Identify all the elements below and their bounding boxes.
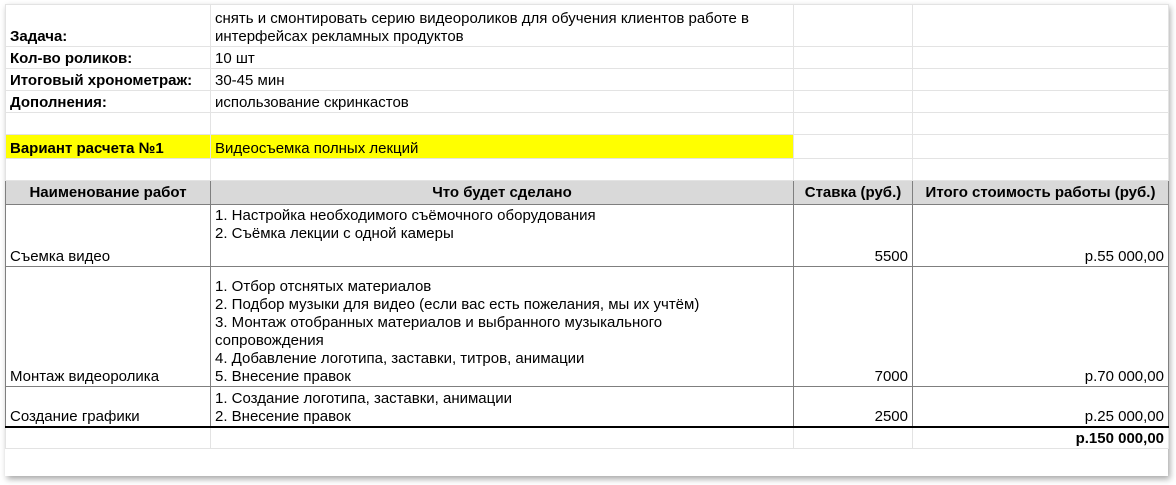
row-name[interactable]: Монтаж видеоролика (6, 267, 211, 387)
empty-cell[interactable] (794, 113, 913, 135)
empty-cell[interactable] (211, 159, 794, 181)
empty-cell[interactable] (913, 113, 1169, 135)
empty-cell[interactable] (794, 159, 913, 181)
empty-cell[interactable] (913, 159, 1169, 181)
row-total[interactable]: р.25 000,00 (913, 387, 1169, 427)
empty-cell[interactable] (794, 5, 913, 47)
row-item: 1. Создание логотипа, заставки, анимации (215, 389, 512, 407)
grand-total[interactable]: р.150 000,00 (913, 427, 1169, 449)
empty-cell[interactable] (6, 113, 211, 135)
row-items[interactable] (211, 387, 794, 427)
empty-cell[interactable] (794, 135, 913, 159)
empty-cell[interactable] (6, 427, 211, 449)
extras-value[interactable]: использование скринкастов (211, 91, 794, 113)
empty-cell[interactable] (913, 91, 1169, 113)
row-items[interactable] (211, 205, 794, 267)
row-total[interactable]: р.55 000,00 (913, 205, 1169, 267)
empty-cell[interactable] (913, 5, 1169, 47)
row-item: 2. Внесение правок (215, 407, 351, 425)
header-total[interactable]: Итого стоимость работы (руб.) (913, 181, 1169, 205)
empty-cell[interactable] (794, 47, 913, 69)
row-item: 1. Отбор отснятых материалов (215, 278, 432, 295)
row-total[interactable]: р.70 000,00 (913, 267, 1169, 387)
row-rate[interactable]: 2500 (794, 387, 913, 427)
spreadsheet (5, 4, 1168, 476)
empty-cell[interactable] (211, 427, 794, 449)
empty-cell[interactable] (913, 47, 1169, 69)
row-name[interactable]: Создание графики (6, 387, 211, 427)
empty-cell[interactable] (913, 69, 1169, 91)
row-name[interactable]: Съемка видео (6, 205, 211, 267)
estimate-table (5, 4, 1169, 449)
header-rate[interactable]: Ставка (руб.) (794, 181, 913, 205)
duration-label[interactable]: Итоговый хронометраж: (6, 69, 211, 91)
count-value[interactable]: 10 шт (211, 47, 794, 69)
variant-value[interactable]: Видеосъемка полных лекций (211, 135, 794, 159)
task-value-line-1: снять и смонтировать серию видеороликов для обучения клиентов работе в (215, 10, 749, 27)
row-item: 2. Подбор музыки для видео (если вас есть пожелания, мы их учтём) (215, 296, 700, 313)
count-label[interactable]: Кол-во роликов: (6, 47, 211, 69)
variant-label[interactable]: Вариант расчета №1 (6, 135, 211, 159)
row-item: 1. Настройка необходимого съёмочного оборудования (215, 207, 596, 224)
header-what[interactable]: Что будет сделано (211, 181, 794, 205)
task-label[interactable]: Задача: (6, 5, 211, 47)
row-item: 4. Добавление логотипа, заставки, титров, анимации (215, 350, 585, 367)
row-item: 3. Монтаж отобранных материалов и выбранного музыкального (215, 314, 663, 331)
row-item: сопровождения (215, 332, 324, 349)
empty-cell[interactable] (211, 113, 794, 135)
row-items[interactable] (211, 267, 794, 387)
task-value-line-2: интерфейсах рекламных продуктов (215, 28, 464, 45)
row-rate[interactable]: 7000 (794, 267, 913, 387)
header-name[interactable]: Наименование работ (6, 181, 211, 205)
empty-cell[interactable] (913, 135, 1169, 159)
duration-value[interactable]: 30-45 мин (211, 69, 794, 91)
extras-label[interactable]: Дополнения: (6, 91, 211, 113)
empty-cell[interactable] (794, 69, 913, 91)
empty-cell[interactable] (794, 427, 913, 449)
task-value[interactable] (211, 5, 794, 47)
empty-cell[interactable] (6, 159, 211, 181)
row-item: 5. Внесение правок (215, 368, 351, 385)
empty-cell[interactable] (794, 91, 913, 113)
row-item: 2. Съёмка лекции с одной камеры (215, 225, 454, 242)
row-rate[interactable]: 5500 (794, 205, 913, 267)
